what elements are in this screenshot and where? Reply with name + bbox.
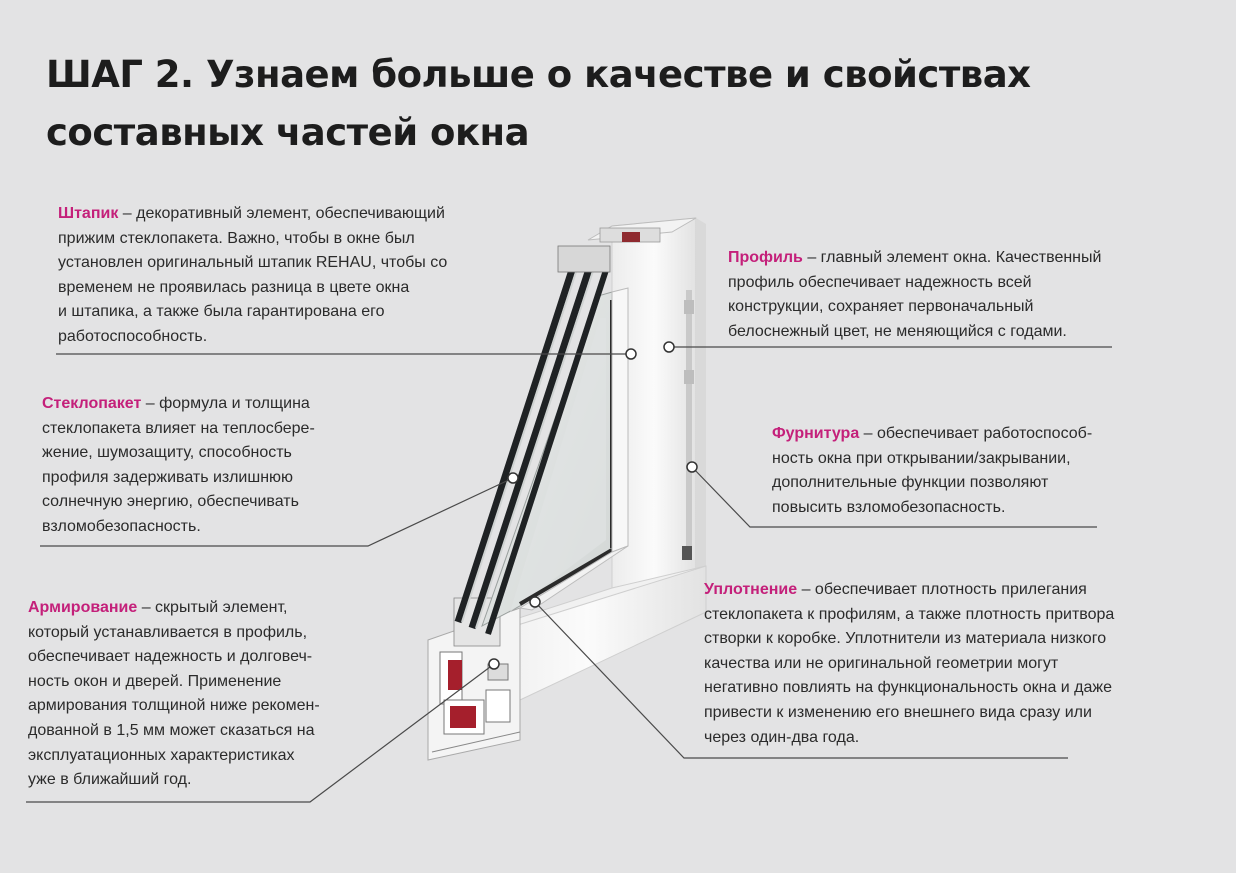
term-furnitura: Фурнитура xyxy=(772,425,860,442)
title-line-1: ШАГ 2. Узнаем больше о качестве и свойствах xyxy=(46,53,1031,96)
term-shtapik: Штапик xyxy=(58,205,119,222)
marker-furnitura xyxy=(687,462,697,472)
callout-profil: Профиль – главный элемент окна. Качественный профиль обеспечивает надежность всей конструкции, сохраняет первоначальный белоснежный цвет, не меняющийся с годами. xyxy=(728,249,1102,340)
term-uplotnenie: Уплотнение xyxy=(704,581,798,598)
term-profil: Профиль xyxy=(728,249,803,266)
callout-armirovanie: Армирование – скрытый элемент, который устанавливается в профиль, обеспечивает надежность и долговеч- ность окон и дверей. Применение армирования толщиной ниже рекомен- дованной в 1,5 мм может сказаться на эксплуатационных характеристиках уже в ближайший год. xyxy=(28,599,320,789)
callout-steklopaket: Стеклопакет – формула и толщина стеклопакета влияет на теплосбере- жение, шумозащиту, способность профиля задерживать излишнюю солнечную энергию, обеспечивать взломобезопасность. xyxy=(42,395,315,535)
marker-armirovanie xyxy=(489,659,499,669)
marker-steklopaket xyxy=(508,473,518,483)
term-armirovanie: Армирование xyxy=(28,599,138,616)
marker-profil xyxy=(664,342,674,352)
term-steklopaket: Стеклопакет xyxy=(42,395,142,412)
marker-shtapik xyxy=(626,349,636,359)
callout-uplotnenie: Уплотнение – обеспечивает плотность прилегания стеклопакета к профилям, а также плотность притвора створки к коробке. Уплотнители из материала низкого качества или не оригинальной геометрии могут негативно повлиять на функциональность окна и даже привести к изменению его внешнего вида сразу или через один-два года. xyxy=(704,581,1115,746)
callout-furnitura: Фурнитура – обеспечивает работоспособ- ность окна при открывании/закрывании, дополнительные функции позволяют повысить взломобезопасность. xyxy=(772,425,1093,516)
reinforcement-steel xyxy=(448,660,462,690)
callout-shtapik: Штапик – декоративный элемент, обеспечивающий прижим стеклопакета. Важно, чтобы в окне был установлен оригинальный штапик REHAU, чтобы со временем не проявилась разница в цвете окна и штапика, а также была гарантирована его работоспособность. xyxy=(58,205,448,345)
marker-uplotnenie xyxy=(530,597,540,607)
title-line-2: составных частей окна xyxy=(46,111,530,154)
glass-unit xyxy=(458,246,612,634)
